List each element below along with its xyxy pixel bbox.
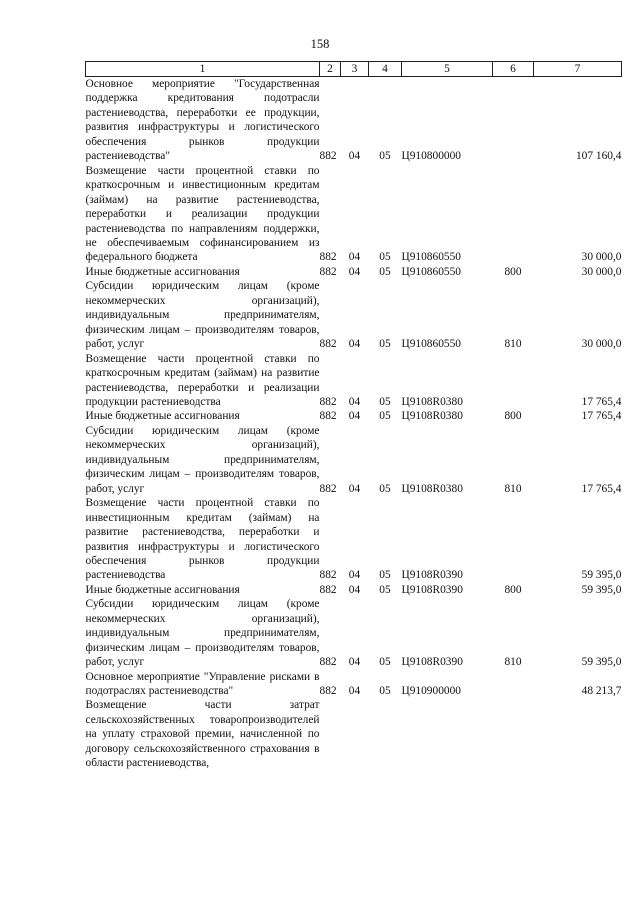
grbs-cell: 882 [319,583,337,596]
grbs-cell: 882 [319,482,337,495]
name-cell: Иные бюджетные ассигнования [85,265,240,278]
expense-type-cell: 800 [504,265,522,278]
section-cell: 04 [348,583,361,596]
target-article-cell: Ц9108R0380 [401,410,463,423]
subsection-cell: 05 [379,265,391,278]
grbs-cell: 882 [319,338,337,351]
subsection-cell: 05 [379,410,391,423]
target-article-cell: Ц910800000 [401,150,461,163]
target-article-cell: Ц9108R0390 [401,656,463,669]
grbs-cell: 882 [319,569,337,582]
name-cell: Основное мероприятие "Управление рисками в подотраслях растениеводства" [85,670,320,698]
name-cell: Иные бюджетные ассигнования [85,410,240,423]
section-cell: 04 [348,395,361,408]
section-cell: 04 [348,265,361,278]
amount-cell: 48 213,7 [581,685,622,698]
expense-type-cell: 810 [504,338,522,351]
table-row [86,279,622,351]
table-row [86,265,622,279]
expense-type-cell: 800 [504,583,522,596]
target-article-cell: Ц910860550 [401,265,461,278]
name-cell: Основное мероприятие "Государственная поддержка кредитования подотрасли растениеводства, переработки ее продукции, развития инфраструктуры и логистического обеспечения рынков продукции растениеводства" [85,78,320,163]
table-header [86,62,622,77]
subsection-cell: 05 [379,482,391,495]
grbs-cell: 882 [319,265,337,278]
target-article-cell: Ц9108R0380 [401,482,463,495]
table-body [86,77,622,771]
target-article-cell: Ц9108R0380 [401,395,463,408]
subsection-cell: 05 [379,338,391,351]
amount-cell: 17 765,4 [581,395,622,408]
target-article-cell: Ц9108R0390 [401,583,463,596]
section-cell: 04 [348,150,361,163]
name-cell: Возмещение части процентной ставки по краткосрочным и инвестиционным кредитам (займам) на развитие растениеводства, переработки и реализации продукции растениеводства по направлениям поддержки, не обеспечиваемым софинансированием из федерального бюджета [85,164,320,264]
expense-type-cell [493,352,534,410]
amount-cell: 59 395,0 [581,569,622,582]
expense-type-cell [493,698,534,770]
amount-cell: 17 765,4 [581,482,622,495]
amount-cell [534,698,622,770]
section-cell: 04 [348,338,361,351]
subsection-cell: 05 [379,656,391,669]
name-cell: Возмещение части затрат сельскохозяйственных товаропроизводителей на уплату страховой премии, начисленной по договору сельскохозяйственного страхования в области растениеводства, [85,699,320,770]
amount-cell: 30 000,0 [581,338,622,351]
header-col-7: 7 [534,62,622,77]
subsection-cell: 05 [379,150,391,163]
budget-table [85,61,622,771]
subsection-cell [369,698,402,770]
target-article-cell: Ц9108R0390 [401,569,463,582]
expense-type-cell: 810 [504,482,522,495]
grbs-cell [320,698,341,770]
subsection-cell: 05 [379,251,391,264]
expense-type-cell [493,164,534,265]
name-cell: Субсидии юридическим лицам (кроме некоммерческих организаций), индивидуальным предпринимателям, физическим лицам – производителям товаров, работ, услуг [85,598,320,669]
table-row [86,424,622,496]
expense-type-cell: 800 [504,410,522,423]
header-col-6: 6 [493,62,534,77]
table-row [86,409,622,423]
grbs-cell: 882 [319,395,337,408]
name-cell: Иные бюджетные ассигнования [85,583,240,596]
header-col-4: 4 [369,62,402,77]
section-cell: 04 [348,656,361,669]
name-cell: Возмещение части процентной ставки по инвестиционным кредитам (займам) на развитие растениеводства, переработки и развития инфраструктуры и логистического обеспечения рынков продукции растениеводства [85,497,320,582]
section-cell: 04 [348,251,361,264]
grbs-cell: 882 [319,410,337,423]
section-cell: 04 [348,482,361,495]
target-article-cell: Ц910860550 [401,338,461,351]
target-article-cell [402,698,493,770]
header-col-2: 2 [320,62,341,77]
grbs-cell: 882 [319,656,337,669]
amount-cell: 17 765,4 [581,410,622,423]
name-cell: Возмещение части процентной ставки по краткосрочным кредитам (займам) на развитие растениеводства, переработки и реализации продукции растениеводства [85,352,320,408]
amount-cell: 59 395,0 [581,656,622,669]
subsection-cell: 05 [379,583,391,596]
table-row [86,670,622,699]
expense-type-cell [493,670,534,699]
section-cell: 04 [348,410,361,423]
subsection-cell: 05 [379,569,391,582]
page-number: 158 [310,37,330,51]
section-cell: 04 [348,569,361,582]
subsection-cell: 05 [379,685,391,698]
table-row [86,77,622,164]
target-article-cell: Ц910860550 [401,251,461,264]
table-row [86,164,622,265]
table-row [86,583,622,597]
header-col-5: 5 [402,62,493,77]
name-cell: Субсидии юридическим лицам (кроме некоммерческих организаций), индивидуальным предпринимателям, физическим лицам – производителям товаров, работ, услуг [85,424,320,495]
name-cell: Субсидии юридическим лицам (кроме некоммерческих организаций), индивидуальным предпринимателям, физическим лицам – производителям товаров, работ, услуг [85,280,320,351]
grbs-cell: 882 [319,150,337,163]
expense-type-cell [493,496,534,583]
target-article-cell: Ц910900000 [401,685,461,698]
amount-cell: 30 000,0 [581,265,622,278]
amount-cell: 107 160,4 [575,150,622,163]
subsection-cell: 05 [379,395,391,408]
table-row [86,698,622,770]
amount-cell: 30 000,0 [581,251,622,264]
section-cell [341,698,369,770]
table-row [86,496,622,583]
expense-type-cell: 810 [504,656,522,669]
header-row [86,62,622,77]
section-cell: 04 [348,685,361,698]
header-col-3: 3 [341,62,369,77]
table-row [86,597,622,669]
amount-cell: 59 395,0 [581,583,622,596]
expense-type-cell [493,77,534,164]
grbs-cell: 882 [319,251,337,264]
table-row [86,352,622,410]
grbs-cell: 882 [319,685,337,698]
header-col-1: 1 [86,62,320,77]
